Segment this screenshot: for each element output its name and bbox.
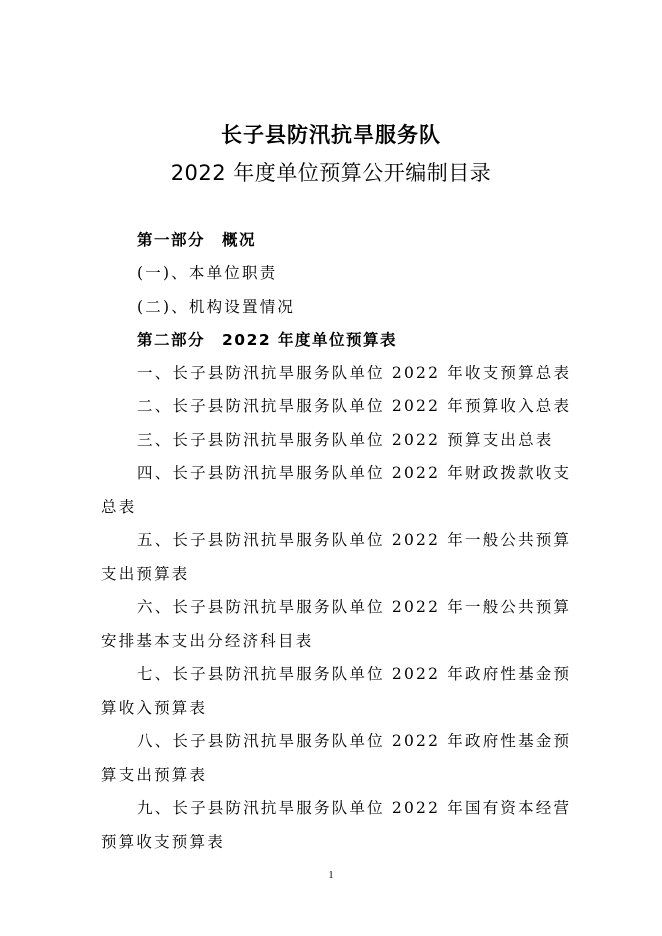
part1-item: (二)、机构设置情况 bbox=[137, 298, 296, 316]
part2-item-continuation: 总表 bbox=[101, 498, 137, 516]
page-number: 1 bbox=[328, 870, 334, 881]
part2-item: 七、长子县防汛抗旱服务队单位 2022 年政府性基金预 bbox=[137, 665, 572, 683]
part2-item-continuation: 算收入预算表 bbox=[101, 699, 208, 717]
part2-item: 八、长子县防汛抗旱服务队单位 2022 年政府性基金预 bbox=[137, 732, 572, 750]
part2-item: 五、长子县防汛抗旱服务队单位 2022 年一般公共预算 bbox=[137, 531, 572, 549]
part2-item: 一、长子县防汛抗旱服务队单位 2022 年收支预算总表 bbox=[137, 364, 572, 382]
part2-item-continuation: 安排基本支出分经济科目表 bbox=[101, 632, 314, 650]
part1-heading: 第一部分 概况 bbox=[137, 231, 257, 249]
part2-item-continuation: 预算收支预算表 bbox=[101, 833, 225, 851]
part2-item: 六、长子县防汛抗旱服务队单位 2022 年一般公共预算 bbox=[137, 598, 572, 616]
part2-item: 三、长子县防汛抗旱服务队单位 2022 预算支出总表 bbox=[137, 431, 554, 449]
document-subtitle: 2022 年度单位预算公开编制目录 bbox=[170, 161, 492, 185]
part2-item-continuation: 算支出预算表 bbox=[101, 766, 208, 784]
part2-item: 四、长子县防汛抗旱服务队单位 2022 年财政拨款收支 bbox=[137, 464, 572, 482]
part2-item: 九、长子县防汛抗旱服务队单位 2022 年国有资本经营 bbox=[137, 799, 572, 817]
part1-item: (一)、本单位职责 bbox=[137, 264, 278, 282]
part2-item: 二、长子县防汛抗旱服务队单位 2022 年预算收入总表 bbox=[137, 397, 572, 415]
document-title: 长子县防汛抗旱服务队 bbox=[221, 123, 441, 147]
part2-heading: 第二部分 2022 年度单位预算表 bbox=[137, 331, 398, 349]
part2-item-continuation: 支出预算表 bbox=[101, 565, 190, 583]
